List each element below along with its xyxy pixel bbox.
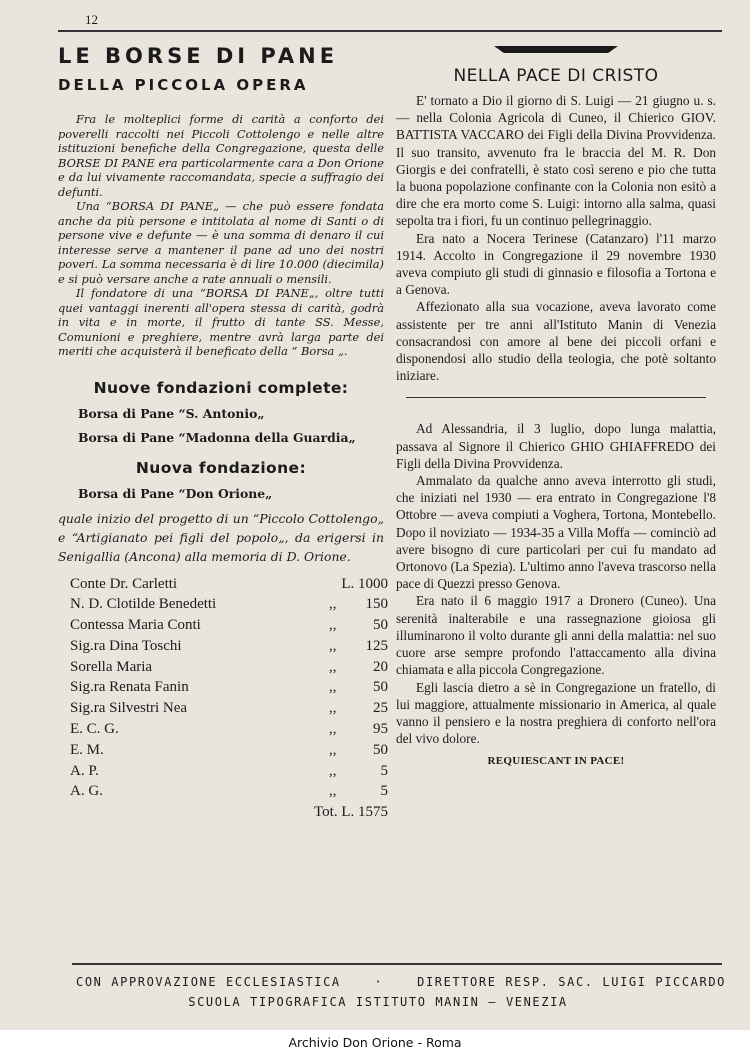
donor-name: E. M. — [70, 741, 104, 758]
donation-row — [58, 741, 388, 763]
ditto-mark: ,, — [329, 721, 337, 738]
donor-name: Conte Dr. Carletti — [70, 575, 178, 592]
ditto-mark: ,, — [329, 658, 337, 675]
donations-total: Tot. L. 1575 — [314, 804, 388, 821]
donation-amount: L. 1000 — [341, 575, 388, 592]
archive-credit: Archivio Don Orione - Roma — [0, 1030, 750, 1060]
donor-name: Sig.ra Silvestri Nea — [70, 700, 188, 717]
donation-amount: 50 — [373, 617, 388, 634]
donation-amount: 20 — [373, 658, 388, 675]
foundation-item: Borsa di Pane “Madonna della Guardia„ — [78, 429, 356, 445]
article-paragraph: Era nato il 6 maggio 1917 a Dronero (Cuneo). Una serenità inalterabile e una rassegnazione gioiosa gli illuminarono il volto durante gli anni della malattia: nel suo cuore arse sempre profondo l'attaccamento alla divina chiamata e alla piccola Congregazione. — [396, 593, 716, 678]
ditto-mark: ,, — [329, 596, 337, 613]
footer-line-1 — [76, 975, 726, 989]
footer-dot: · — [374, 975, 384, 989]
section-title: LE BORSE DI PANE — [58, 44, 339, 68]
donation-amount: 5 — [380, 783, 388, 800]
ditto-mark: ,, — [329, 617, 337, 634]
heading-new-foundation: Nuova fondazione: — [135, 458, 307, 477]
section-subtitle: DELLA PICCOLA OPERA — [58, 76, 309, 94]
donation-amount: 150 — [365, 596, 388, 613]
obituary-article-1 — [396, 92, 716, 384]
left-column — [58, 44, 388, 826]
article-paragraph: Ammalato da qualche anno aveva interrotto gli studi, che iniziati nel 1930 — era entrato in Congregazione l'8 Ottobre — aveva compiuti a Voghera, Tortona, Montebello. Dopo il noviziato — 1934-35 a Villa Moffa — cominciò ad avere bisogno di cure particolari per cui fu mandato ad Ortonovo (La Spezia). L'ultimo anno l'aveva trascorso nella pace di Quezzi presso Genova. — [396, 473, 716, 592]
donation-row — [58, 783, 388, 804]
donations-list — [58, 575, 388, 805]
bottom-rule — [72, 963, 722, 965]
ditto-mark: ,, — [329, 679, 337, 696]
top-rule — [58, 30, 722, 32]
printer-line: SCUOLA TIPOGRAFICA ISTITUTO MANIN — VENEZIA — [188, 995, 568, 1009]
ditto-mark: ,, — [329, 637, 337, 654]
page-number: 12 — [85, 12, 98, 27]
donation-amount: 50 — [373, 741, 388, 758]
article-paragraph: Affezionato alla sua vocazione, aveva lavorato come assistente per tre anni all'Istituto Manin di Venezia consacrandosi con amore al bene dei piccoli orfani e disponendosi allo studio della teologia, che potè soltanto iniziare. — [396, 299, 716, 384]
donation-amount: 5 — [380, 762, 388, 779]
ditto-mark: ,, — [329, 741, 337, 758]
donation-amount: 25 — [373, 700, 388, 717]
new-foundation-item: Borsa di Pane “Don Orione„ — [78, 485, 273, 501]
intro-text — [58, 112, 384, 359]
intro-paragraph: Una “BORSA DI PANE„ — che può essere fondata anche da più persone e intitolata al nome di Santi o di persone vive e defunte — è una somma di denaro il cui interesse serve a mantener il pane ad uno dei nostri poveri. La somma necessaria è di lire 10.000 (diecimila) e si può versare anche a rate annuali o mensili. — [58, 199, 384, 286]
obituary-article-2 — [396, 420, 716, 747]
donation-amount: 50 — [373, 679, 388, 696]
donation-row — [58, 596, 388, 617]
donor-name: A. P. — [70, 762, 99, 779]
donation-row — [58, 721, 388, 742]
right-column — [396, 44, 716, 767]
heading-complete-foundations: Nuove fondazioni complete: — [93, 378, 349, 397]
ditto-mark: ,, — [329, 762, 337, 779]
donation-row — [58, 700, 388, 721]
ecclesiastical-approval: CON APPROVAZIONE ECCLESIASTICA — [76, 975, 341, 989]
donations-total-row — [58, 804, 388, 826]
donor-name: Sig.ra Dina Toschi — [70, 637, 182, 654]
ditto-mark: ,, — [329, 783, 337, 800]
article-paragraph: Egli lascia dietro a sè in Congregazione un fratello, di lui maggiore, attualmente missionario in America, al quale vanno il pensiero e la nostra preghiera di conforto nell'ora del vivo dolore. — [396, 679, 716, 747]
donation-amount: 125 — [365, 637, 388, 654]
donation-amount: 95 — [373, 721, 388, 738]
donor-name: Contessa Maria Conti — [70, 617, 201, 634]
donor-name: E. C. G. — [70, 721, 119, 738]
donation-row — [58, 617, 388, 638]
article-paragraph: Era nato a Nocera Terinese (Catanzaro) l'11 marzo 1914. Accolto in Congregazione il 29 novembre 1930 aveva compiuto gli studi di ginnasio e filosofia a Tortona e a Genova. — [396, 230, 716, 298]
requiescant-line: REQUIESCANT IN PACE! — [487, 755, 625, 768]
donation-row — [58, 762, 388, 784]
donor-name: N. D. Clotilde Benedetti — [70, 596, 217, 613]
obituary-title: NELLA PACE DI CRISTO — [453, 66, 659, 86]
donation-row — [58, 679, 388, 700]
new-foundation-description: quale inizio del progetto di un “Piccolo Cottolengo„ e “Artigianato pei figli del popolo„, da erigersi in Senigallia (Ancona) alla memoria di D. Orione. — [58, 510, 384, 564]
article-paragraph: Ad Alessandria, il 3 luglio, dopo lunga malattia, passava al Signore il Chierico GHIO GHIAFFREDO dei Figli della Divina Provvidenza. — [396, 421, 716, 471]
intro-paragraph: Il fondatore di una “BORSA DI PANE„, oltre tutti quei vantaggi inerenti all'opera stessa di carità, godrà in vita e in morte, il frutto di tante SS. Messe, Comunioni e preghiere, mentre avrà larga parte dei meriti che acquisterà il beneficato della “ Borsa „. — [58, 286, 384, 358]
responsible-director: DIRETTORE RESP. SAC. LUIGI PICCARDO — [417, 975, 726, 989]
article-separator — [406, 397, 706, 398]
donor-name: A. G. — [70, 783, 103, 800]
donation-row — [58, 658, 388, 680]
donor-name: Sig.ra Renata Fanin — [70, 679, 189, 696]
donation-row — [58, 575, 388, 597]
intro-paragraph: Fra le molteplici forme di carità a conforto dei poverelli raccolti nei Piccoli Cottolengo e nelle altre istituzioni benefiche della Congregazione, questa delle BORSE DI PANE era particolarmente cara a Don Orione e da lui vivamente raccomandata, specie a suffragio dei defunti. — [58, 112, 384, 199]
ditto-mark: ,, — [329, 700, 337, 717]
foundation-item: Borsa di Pane “S. Antonio„ — [78, 405, 265, 421]
article-paragraph: E' tornato a Dio il giorno di S. Luigi — 21 giugno u. s. — nella Colonia Agricola di Cuneo, il Chierico GIOV. BATTISTA VACCARO dei Figli della Divina Provvidenza. Il suo transito, avvenuto fra le braccia del M. R. Don Giorgis e dei confratelli, è stato così sereno e pio che tutta la buona popolazione confinante con la Colonia non esitò a dire che era morto come S. Luigi: intorno alla salma, quasi sepolta tra i fiori, fu un continuo pellegrinaggio. — [396, 93, 716, 229]
decorative-bar — [494, 46, 618, 53]
donation-row — [58, 637, 388, 659]
donor-name: Sorella Maria — [70, 658, 153, 675]
